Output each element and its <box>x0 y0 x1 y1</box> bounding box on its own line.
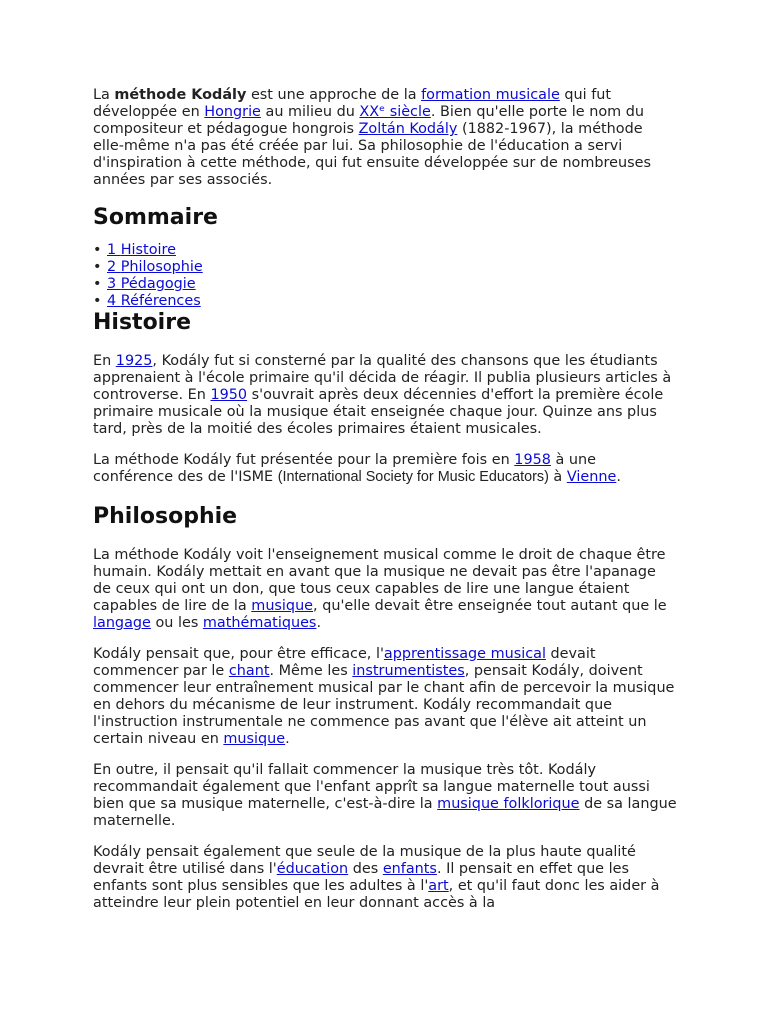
text: s'ouvrait après deux décennies d'effort la première école primaire musicale où la musique était enseignée chaque jour. Quinze ans plus tard, près de la moitié des écoles primaires étaient musicales. <box>93 387 664 437</box>
text: En <box>93 353 116 369</box>
section-heading-philosophie: Philosophie <box>93 504 238 529</box>
article <box>93 87 693 912</box>
text: de sa langue maternelle. <box>93 796 677 829</box>
text: . <box>285 731 290 747</box>
text: . <box>316 615 322 631</box>
text: La <box>93 87 115 103</box>
toc-link-references[interactable] <box>107 293 201 309</box>
text: au milieu du <box>260 104 360 120</box>
text: à <box>548 469 567 485</box>
isme-text: (International Society for Music Educators) <box>277 469 549 485</box>
histoire-paragraph-1 <box>93 353 678 438</box>
philosophie-paragraph-1 <box>93 547 678 632</box>
text: Kodály pensait que, pour être efficace, l' <box>93 646 384 662</box>
toc-link-philosophie[interactable] <box>107 259 203 275</box>
text: , et qu'il faut donc les aider à atteindre leur plein potentiel en leur donnant accès à la <box>93 878 660 911</box>
link-1925[interactable]: 1925 <box>115 353 153 369</box>
text: qui fut développée en <box>93 87 612 120</box>
toc-label: Histoire <box>120 242 176 258</box>
link-musique-folklorique[interactable]: musique folklorique <box>437 796 580 812</box>
toc-label: Références <box>120 293 201 309</box>
link-1950[interactable]: 1950 <box>210 387 248 403</box>
text: . Même les <box>269 663 353 679</box>
link-mathematiques[interactable]: mathématiques <box>202 615 317 631</box>
text: La méthode Kodály fut présentée pour la première fois en <box>93 452 515 468</box>
link-1958[interactable]: 1958 <box>514 452 551 468</box>
link-education[interactable]: éducation <box>276 861 349 877</box>
toc-link-pedagogie[interactable] <box>107 276 196 292</box>
toc-item <box>93 259 693 276</box>
text: En outre, il pensait qu'il fallait commencer la musique très tôt. Kodály recommandait également que l'enfant apprît sa langue maternelle tout aussi bien que sa musique maternelle, c'est-à-dire la <box>93 762 650 812</box>
philosophie-paragraph-3 <box>93 762 678 830</box>
link-langage[interactable]: langage <box>93 615 151 631</box>
toc-label: Philosophie <box>120 259 203 275</box>
text: , Kodály fut si consterné par la qualité des chansons que les étudiants apprenaient à l'école primaire qu'il décida de réagir. Il publia plusieurs articles à controverse. En <box>93 353 672 403</box>
text: devait commencer par le <box>93 646 596 679</box>
link-enfants[interactable]: enfants <box>382 861 437 877</box>
bold-term: méthode Kodály <box>114 87 247 103</box>
section-heading-histoire: Histoire <box>93 310 191 335</box>
text: (1882-1967), la méthode elle-même n'a pas été créée par lui. Sa philosophie de l'éducation a servi d'inspiration à cette méthode, qui fut ensuite développée sur de nombreuses années par ses associés. <box>93 121 651 188</box>
link-xx-siecle[interactable]: XXᵉ siècle <box>359 104 431 120</box>
link-musique[interactable]: musique <box>223 731 286 747</box>
link-zoltan-kodaly[interactable]: Zoltán Kodály <box>358 121 458 137</box>
link-instrumentistes[interactable]: instrumentistes <box>352 663 465 679</box>
link-apprentissage-musical[interactable]: apprentissage musical <box>383 646 546 662</box>
link-musique[interactable]: musique <box>251 598 314 614</box>
text: . Bien qu'elle porte le nom du compositeur et pédagogue hongrois <box>93 104 644 137</box>
text: , qu'elle devait être enseignée tout autant que le <box>313 598 667 614</box>
text: , pensait Kodály, doivent commencer leur entraînement musical par le chant afin de percevoir la musique en dehors du mécanisme de leur instrument. Kodály recommandait que l'instruction instrumentale ne commence pas avant que l'élève ait atteint un certain niveau en <box>93 663 675 747</box>
text: La méthode Kodály voit l'enseignement musical comme le droit de chaque être humain. Kodály mettait en avant que la musique ne devait pas être l'apanage de ceux qui ont un don, que tous ceux capables de lire une langue étaient capables de lire de la <box>93 547 666 614</box>
table-of-contents <box>93 242 693 310</box>
histoire-paragraph-2 <box>93 452 678 486</box>
toc-number: 4 <box>107 293 121 309</box>
text: des <box>348 861 383 877</box>
philosophie-paragraph-4 <box>93 844 678 912</box>
toc-item <box>93 293 693 310</box>
text: . <box>616 469 621 485</box>
intro-paragraph <box>93 87 653 189</box>
link-chant[interactable]: chant <box>228 663 270 679</box>
toc-item <box>93 242 693 259</box>
toc-number: 3 <box>107 276 121 292</box>
text: est une approche de la <box>246 87 422 103</box>
link-art[interactable]: art <box>428 878 449 894</box>
link-hongrie[interactable]: Hongrie <box>204 104 261 120</box>
text: ou les <box>150 615 203 631</box>
text: à une conférence des de l'ISME <box>93 452 596 485</box>
toc-heading: Sommaire <box>93 205 218 230</box>
toc-item <box>93 276 693 293</box>
toc-link-histoire[interactable] <box>107 242 176 258</box>
link-vienne[interactable]: Vienne <box>566 469 617 485</box>
toc-number: 2 <box>107 259 121 275</box>
link-formation-musicale[interactable]: formation musicale <box>421 87 560 103</box>
text: . Il pensait en effet que les enfants sont plus sensibles que les adultes à l' <box>93 861 629 894</box>
toc-number: 1 <box>107 242 121 258</box>
toc-label: Pédagogie <box>120 276 196 292</box>
text: Kodály pensait également que seule de la musique de la plus haute qualité devrait être utilisé dans l' <box>93 844 636 877</box>
philosophie-paragraph-2 <box>93 646 678 748</box>
